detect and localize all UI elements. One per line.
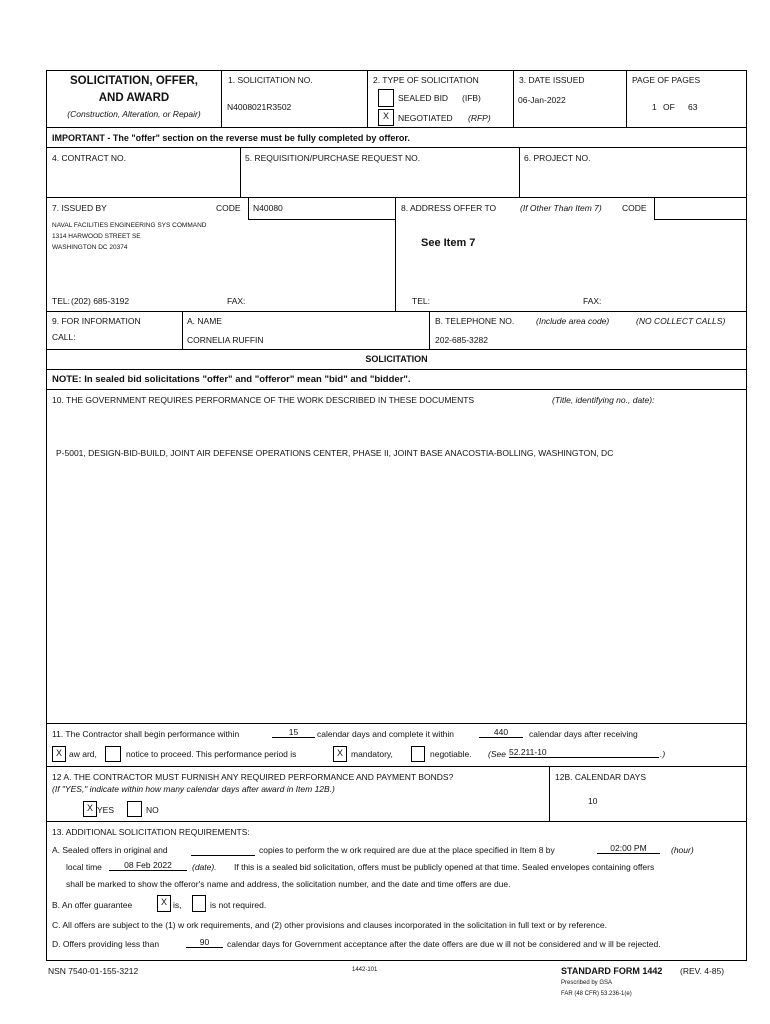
- hour-label: (hour): [671, 845, 694, 855]
- standard-form-name: STANDARD FORM 1442: [561, 966, 663, 976]
- guarantee-is-label: is,: [173, 900, 182, 910]
- begin-days: 15: [272, 727, 315, 738]
- item13d-text-2: calendar days for Government acceptance after the date offers are due w ill not be considered and w ill be rejected.: [227, 939, 661, 949]
- address-offer-fax-label: FAX:: [583, 296, 602, 306]
- bonds-yes-label: YES: [97, 805, 115, 815]
- address-offer-tel-label: TEL:: [412, 296, 430, 306]
- info-name: CORNELIA RUFFIN: [187, 335, 264, 345]
- negotiable-label: negotiable.: [430, 749, 472, 759]
- page-number: 1: [652, 102, 657, 112]
- award-label: aw ard,: [69, 749, 97, 759]
- performance-text-1: 11. The Contractor shall begin performance within: [52, 729, 240, 739]
- sealed-bid-checkbox[interactable]: [378, 89, 394, 107]
- address-offer-qualifier: (If Other Than Item 7): [520, 203, 602, 213]
- issued-by-address-line3: WASHINGTON DC 20374: [52, 244, 128, 251]
- calendar-days: 10: [588, 796, 598, 806]
- work-description-label: 10. THE GOVERNMENT REQUIRES PERFORMANCE OF THE WORK DESCRIBED IN THESE DOCUMENTS: [52, 395, 475, 405]
- negotiable-checkbox[interactable]: [411, 746, 425, 762]
- issued-by-fax-label: FAX:: [227, 296, 246, 306]
- acceptance-days: 90: [186, 937, 223, 948]
- clause-close: .): [660, 749, 666, 759]
- bonds-yes-checkbox[interactable]: X: [83, 801, 97, 817]
- date-label: (date).: [192, 862, 217, 872]
- page-of-pages-label: PAGE OF PAGES: [632, 75, 701, 85]
- item13a-text-2: copies to perform the w ork required are due at the place specified in Item 8 by: [259, 845, 555, 855]
- item13a-text-1: A. Sealed offers in original and: [52, 845, 168, 855]
- info-phone: 202-685-3282: [435, 335, 488, 345]
- info-call-label-line1: 9. FOR INFORMATION: [52, 316, 141, 326]
- copies-blank: [191, 855, 255, 856]
- date-issued: 06-Jan-2022: [518, 95, 566, 105]
- ifb-label: (IFB): [462, 93, 481, 103]
- form-code: 1442-101: [352, 967, 378, 973]
- item13a-text-3: If this is a sealed bid solicitation, offers must be publicly opened at that time. Sealed envelopes containing offers: [234, 862, 655, 872]
- notice-label: notice to proceed. This performance period is: [126, 749, 297, 759]
- requisition-no-label: 5. REQUISITION/PURCHASE REQUEST NO.: [245, 153, 421, 163]
- issued-by-tel: (202) 685-3192: [71, 296, 130, 306]
- nsn-number: NSN 7540-01-155-3212: [48, 966, 139, 976]
- page-count: 63: [688, 102, 698, 112]
- bonds-no-label: NO: [146, 805, 159, 815]
- address-offer-label: 8. ADDRESS OFFER TO: [401, 203, 497, 213]
- form-revision: (REV. 4-85): [680, 966, 725, 976]
- page-of-label: OF: [663, 102, 675, 112]
- notice-checkbox[interactable]: [105, 746, 121, 762]
- see-clause-label: (See: [488, 749, 506, 759]
- form-title-line1: SOLICITATION, OFFER,: [70, 75, 198, 87]
- far-reference: FAR (48 CFR) 53.236-1(e): [561, 991, 632, 997]
- item13b-text: B. An offer guarantee: [52, 900, 133, 910]
- form-title-line2: AND AWARD: [98, 92, 170, 104]
- see-item-7: See Item 7: [421, 237, 476, 249]
- guarantee-not-label: is not required.: [210, 900, 267, 910]
- due-date: 08 Feb 2022: [109, 860, 187, 871]
- solicitation-no: N4008021R3502: [227, 102, 292, 112]
- info-no-collect: (NO COLLECT CALLS): [636, 316, 726, 326]
- additional-requirements-label: 13. ADDITIONAL SOLICITATION REQUIREMENTS:: [52, 827, 250, 837]
- address-offer-code-label: CODE: [622, 203, 647, 213]
- work-description: P-5001, DESIGN-BID-BUILD, JOINT AIR DEFENSE OPERATIONS CENTER, PHASE II, JOINT BASE ANACOSTIA-BOLLING, WASHINGTON, DC: [56, 448, 614, 458]
- issued-by-address-line1: NAVAL FACILITIES ENGINEERING SYS COMMAND: [52, 222, 207, 229]
- issued-by-address-line2: 1314 HARWOOD STREET SE: [52, 233, 141, 240]
- award-checkbox[interactable]: X: [52, 746, 66, 762]
- item13c-text: C. All offers are subject to the (1) w ork requirements, and (2) other provisions and clauses incorporated in the solicitation in full text or by reference.: [52, 920, 607, 930]
- bonds-label: 12 A. THE CONTRACTOR MUST FURNISH ANY REQUIRED PERFORMANCE AND PAYMENT BONDS?: [52, 772, 454, 782]
- info-phone-label: B. TELEPHONE NO.: [435, 316, 515, 326]
- bonds-sub-label: (If "YES," indicate within how many calendar days after award in Item 12B.): [52, 784, 335, 794]
- issued-by-code: N40080: [253, 203, 283, 213]
- solicitation-heading: SOLICITATION: [365, 354, 428, 364]
- issued-by-tel-label: TEL:: [52, 296, 70, 306]
- important-note: IMPORTANT - The "offer" section on the reverse must be fully completed by offeror.: [52, 133, 410, 143]
- item13a-text-4: shall be marked to show the offeror's name and address, the solicitation number, and the date and time offers are due.: [66, 879, 511, 889]
- issued-by-code-label: CODE: [216, 203, 241, 213]
- due-time: 02:00 PM: [597, 843, 660, 854]
- solicitation-type-label: 2. TYPE OF SOLICITATION: [373, 75, 479, 85]
- work-description-qualifier: (Title, identifying no., date):: [552, 395, 655, 405]
- negotiated-label: NEGOTIATED: [398, 113, 453, 123]
- contract-no-label: 4. CONTRACT NO.: [52, 153, 126, 163]
- info-call-label-line2: CALL:: [52, 332, 76, 342]
- prescribed-by: Prescribed by GSA: [561, 980, 613, 986]
- bonds-no-checkbox[interactable]: [127, 801, 142, 817]
- info-name-label: A. NAME: [187, 316, 222, 326]
- clause-number: 52.211-10: [509, 747, 659, 758]
- issued-by-label: 7. ISSUED BY: [52, 203, 107, 213]
- sealed-bid-label: SEALED BID: [398, 93, 449, 103]
- complete-days: 440: [479, 727, 523, 738]
- rfp-label: (RFP): [468, 113, 491, 123]
- local-time-label: local time: [66, 862, 102, 872]
- sf1442-form: [46, 70, 747, 961]
- guarantee-is-checkbox[interactable]: X: [157, 895, 171, 912]
- item13d-text-1: D. Offers providing less than: [52, 939, 160, 949]
- date-issued-label: 3. DATE ISSUED: [519, 75, 585, 85]
- mandatory-checkbox[interactable]: X: [333, 746, 347, 762]
- solicitation-no-label: 1. SOLICITATION NO.: [228, 75, 313, 85]
- performance-text-2: calendar days and complete it within: [317, 729, 455, 739]
- info-area-code: (Include area code): [536, 316, 610, 326]
- sealed-bid-note: NOTE: In sealed bid solicitations "offer" and "offeror" mean "bid" and "bidder".: [52, 374, 411, 385]
- project-no-label: 6. PROJECT NO.: [524, 153, 591, 163]
- calendar-days-label: 12B. CALENDAR DAYS: [555, 772, 647, 782]
- guarantee-not-checkbox[interactable]: [192, 895, 206, 912]
- mandatory-label: mandatory,: [351, 749, 393, 759]
- form-title-sub: (Construction, Alteration, or Repair): [67, 109, 201, 119]
- negotiated-checkbox[interactable]: X: [378, 109, 394, 126]
- performance-text-3: calendar days after receiving: [529, 729, 638, 739]
